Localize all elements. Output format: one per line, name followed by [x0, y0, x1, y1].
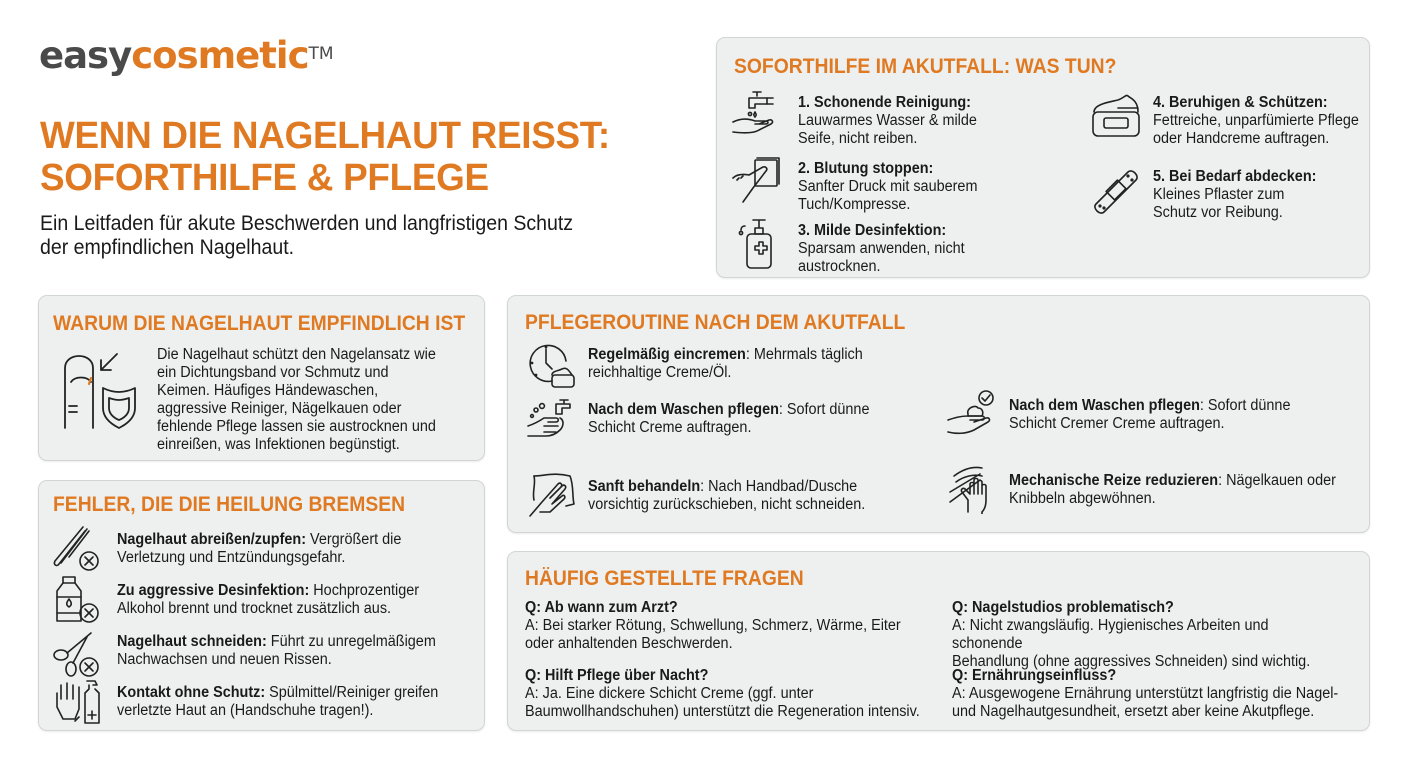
faq-item-2: Q: Hilft Pflege über Nacht? A: Ja. Eine dickere Schicht Creme (ggf. unter Baumwollhandschuhen) unterstützt die Regeneration intensiv. [525, 667, 944, 721]
fehler-item-4: Kontakt ohne Schutz: Spülmittel/Reiniger greifen verletzte Haut an (Handschuhe tragen!). [117, 684, 439, 719]
alcohol-bottle-x-icon [51, 575, 101, 625]
pflege-item-3: Sanft behandeln: Nach Handbad/Dusche vorsichtig zurückschieben, nicht schneiden. [588, 478, 866, 513]
faucet-hand-icon [731, 88, 783, 140]
soforthilfe-item-2: 2. Blutung stoppen: Sanfter Druck mit sauberem Tuch/Kompresse. [798, 160, 978, 213]
logo-easy: easy [39, 34, 132, 77]
warum-body: Die Nagelhaut schützt den Nagelansatz wie ein Dichtungsband vor Schmutz und Keimen. Häufiges Händewaschen, aggressive Reiniger, Nägelkauen oder fehlende Pflege lassen sie austrocknen und einreißen, was Infektionen begünstigt. [157, 346, 436, 453]
card-title: HÄUFIG GESTELLTE FRAGEN [525, 567, 804, 590]
hands-no-picking-icon [946, 462, 998, 514]
gloves-spray-icon [51, 677, 101, 727]
hand-cream-check-icon [946, 388, 998, 440]
faq-answer: A: Bei starker Rötung, Schwellung, Schmerz, Wärme, Eiter [525, 617, 901, 634]
cream-jar-icon [1090, 90, 1142, 142]
faq-question: Q: Nagelstudios problematisch? [952, 599, 1174, 616]
logo-trademark: TM [308, 44, 334, 64]
fehler-item-2: Zu aggressive Desinfektion: Hochprozentiger Alkohol brennt und trocknet zusätzlich aus. [117, 582, 420, 617]
clock-cream-icon [526, 341, 576, 391]
card-title: FEHLER, DIE DIE HEILUNG BREMSEN [53, 493, 406, 516]
disinfectant-bottle-icon [735, 218, 787, 270]
pflege-item-1: Regelmäßig eincremen: Mehrmals täglich reichhaltige Creme/Öl. [588, 346, 863, 381]
faq-item-4: Q: Ernährungseinfluss? A: Ausgewogene Ernährung unterstützt langfristig die Nagel- und Nagelhautgesundheit, ersetzt aber keine Akutpflege. [952, 667, 1343, 721]
page-title [40, 115, 661, 199]
scissors-x-icon [51, 629, 101, 679]
hand-towel-icon [526, 468, 578, 520]
subtitle-line-1: Ein Leitfaden für akute Beschwerden und langfristigen Schutz [40, 212, 574, 235]
page-subtitle [40, 212, 617, 260]
soforthilfe-item-1: 1. Schonende Reinigung: Lauwarmes Wasser & milde Seife, nicht reiben. [798, 94, 977, 147]
fehler-item-3: Nagelhaut schneiden: Führt zu unregelmäßigem Nachwachsen und neuen Rissen. [117, 633, 436, 668]
bandage-icon [1090, 166, 1142, 218]
subtitle-line-2: der empfindlichen Nagelhaut. [40, 236, 295, 259]
page-title-line-1: WENN DIE NAGELHAUT REISST: [40, 115, 610, 157]
pflege-item-5: Mechanische Reize reduzieren: Nägelkauen oder Knibbeln abgewöhnen. [1009, 472, 1336, 507]
faq-question: Q: Ab wann zum Arzt? [525, 599, 678, 616]
faq-question: Q: Hilft Pflege über Nacht? [525, 667, 709, 684]
logo-cosmetic: cosmetic [131, 34, 309, 77]
fehler-item-1: Nagelhaut abreißen/zupfen: Vergrößert die Verletzung und Entzündungsgefahr. [117, 531, 402, 566]
card-fehler [38, 480, 485, 731]
page-title-line-2: SOFORTHILFE & PFLEGE [40, 157, 489, 199]
handwash-icon [526, 396, 576, 446]
pflege-item-2: Nach dem Waschen pflegen: Sofort dünne Schicht Creme auftragen. [588, 401, 870, 436]
tweezers-x-icon [51, 523, 101, 573]
card-warum [38, 295, 485, 461]
card-title: SOFORTHILFE IM AKUTFALL: WAS TUN? [734, 55, 1117, 78]
brand-logo [39, 34, 334, 78]
finger-shield-icon [59, 348, 143, 432]
soforthilfe-item-5: 5. Bei Bedarf abdecken: Kleines Pflaster zum Schutz vor Reibung. [1153, 168, 1317, 221]
card-pflegeroutine [507, 295, 1370, 533]
card-soforthilfe [716, 37, 1370, 278]
soforthilfe-item-4: 4. Beruhigen & Schützen: Fettreiche, unparfümierte Pflege oder Handcreme auftragen. [1153, 94, 1359, 147]
faq-answer: A: Ausgewogene Ernährung unterstützt langfristig die Nagel- [952, 685, 1339, 702]
faq-item-3: Q: Nagelstudios problematisch? A: Nicht zwangsläufig. Hygienisches Arbeiten und schonende Behandlung (ohne aggressives Schneiden) sind wichtig. [952, 599, 1343, 671]
faq-answer: A: Nicht zwangsläufig. Hygienisches Arbeiten und schonende [952, 617, 1269, 652]
faq-question: Q: Ernährungseinfluss? [952, 667, 1117, 684]
card-faq [507, 551, 1370, 731]
card-title: PFLEGEROUTINE NACH DEM AKUTFALL [525, 311, 906, 334]
faq-answer: A: Ja. Eine dickere Schicht Creme (ggf. unter [525, 685, 814, 702]
soforthilfe-item-3: 3. Milde Desinfektion: Sparsam anwenden, nicht austrocknen. [798, 222, 965, 275]
faq-item-1: Q: Ab wann zum Arzt? A: Bei starker Rötung, Schwellung, Schmerz, Wärme, Eiter oder anhaltenden Beschwerden. [525, 599, 916, 653]
pflege-item-4: Nach dem Waschen pflegen: Sofort dünne Schicht Cremer Creme auftragen. [1009, 397, 1291, 432]
finger-compress-icon [731, 156, 783, 208]
card-title: WARUM DIE NAGELHAUT EMPFINDLICH IST [53, 312, 466, 335]
